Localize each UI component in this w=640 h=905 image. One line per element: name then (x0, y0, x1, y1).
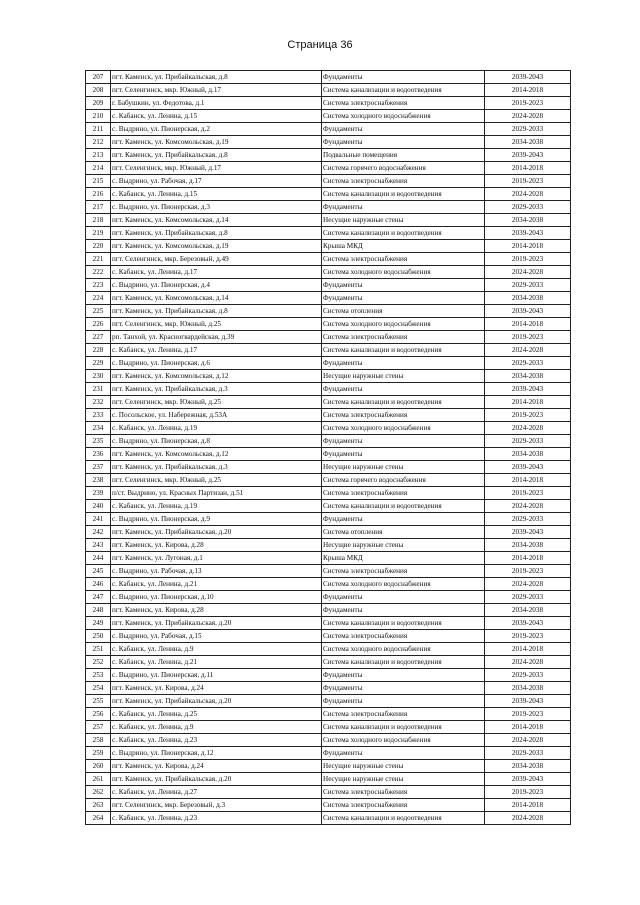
address-cell: пгт. Каменск, ул. Прибайкальская, д.20 (111, 617, 322, 630)
row-number: 222 (86, 266, 111, 279)
element-type-cell: Фундаменты (322, 136, 485, 149)
table-row (86, 695, 571, 708)
table-row (86, 123, 571, 136)
address-cell: с. Выдрино, ул. Рабочая, д.15 (111, 630, 322, 643)
table-row (86, 786, 571, 799)
period-cell: 2034-2038 (485, 539, 571, 552)
row-number: 237 (86, 461, 111, 474)
element-type-cell: Система канализации и водоотведения (322, 84, 485, 97)
element-type-cell: Система канализации и водоотведения (322, 396, 485, 409)
address-cell: пгт. Каменск, ул. Прибайкальская, д.20 (111, 695, 322, 708)
period-cell: 2014-2018 (485, 552, 571, 565)
element-type-cell: Несущие наружные стены (322, 461, 485, 474)
address-cell: пгт. Каменск, ул. Кирова, д.28 (111, 539, 322, 552)
element-type-cell: Система электроснабжения (322, 97, 485, 110)
address-cell: с. Выдрино, ул. Пионерская, д.3 (111, 201, 322, 214)
table-row (86, 812, 571, 825)
period-cell: 2024-2028 (485, 266, 571, 279)
row-number: 238 (86, 474, 111, 487)
table-row (86, 617, 571, 630)
element-type-cell: Фундаменты (322, 123, 485, 136)
table-row (86, 474, 571, 487)
row-number: 250 (86, 630, 111, 643)
row-number: 255 (86, 695, 111, 708)
row-number: 235 (86, 435, 111, 448)
row-number: 243 (86, 539, 111, 552)
address-cell: пгт. Каменск, ул. Прибайкальская, д.8 (111, 71, 322, 84)
address-cell: пгт. Каменск, ул. Комсомольская, д.14 (111, 214, 322, 227)
period-cell: 2034-2038 (485, 448, 571, 461)
period-cell: 2029-2033 (485, 123, 571, 136)
address-cell: с. Выдрино, ул. Пионерская, д.12 (111, 747, 322, 760)
address-cell: пгт. Селенгинск, мкр. Южный, д.17 (111, 84, 322, 97)
table-row (86, 526, 571, 539)
row-number: 224 (86, 292, 111, 305)
period-cell: 2029-2033 (485, 201, 571, 214)
table-row (86, 370, 571, 383)
element-type-cell: Фундаменты (322, 71, 485, 84)
table-row (86, 318, 571, 331)
table-row (86, 708, 571, 721)
address-cell: пгт. Селенгинск, мкр. Южный, д.25 (111, 396, 322, 409)
table-row (86, 513, 571, 526)
address-cell: пгт. Селенгинск, мкр. Березовый, д.49 (111, 253, 322, 266)
table-row (86, 292, 571, 305)
address-cell: с. Выдрино, ул. Пионерская, д.4 (111, 279, 322, 292)
row-number: 261 (86, 773, 111, 786)
element-type-cell: Система канализации и водоотведения (322, 812, 485, 825)
period-cell: 2039-2043 (485, 149, 571, 162)
period-cell: 2039-2043 (485, 773, 571, 786)
element-type-cell: Фундаменты (322, 279, 485, 292)
row-number: 215 (86, 175, 111, 188)
period-cell: 2029-2033 (485, 357, 571, 370)
address-cell: с. Кабанск, ул. Ленина, д.17 (111, 266, 322, 279)
element-type-cell: Подвальные помещения (322, 149, 485, 162)
element-type-cell: Фундаменты (322, 292, 485, 305)
period-cell: 2034-2038 (485, 604, 571, 617)
address-cell: с. Кабанск, ул. Ленина, д.27 (111, 786, 322, 799)
address-cell: пгт. Каменск, ул. Кирова, д.24 (111, 760, 322, 773)
address-cell: с. Кабанск, ул. Ленина, д.9 (111, 721, 322, 734)
period-cell: 2024-2028 (485, 344, 571, 357)
element-type-cell: Фундаменты (322, 201, 485, 214)
period-cell: 2034-2038 (485, 370, 571, 383)
period-cell: 2024-2028 (485, 188, 571, 201)
table-row (86, 682, 571, 695)
row-number: 227 (86, 331, 111, 344)
address-cell: с. Выдрино, ул. Рабочая, д.17 (111, 175, 322, 188)
period-cell: 2024-2028 (485, 734, 571, 747)
period-cell: 2039-2043 (485, 383, 571, 396)
row-number: 209 (86, 97, 111, 110)
address-cell: пгт. Каменск, ул. Комсомольская, д.14 (111, 292, 322, 305)
address-cell: пгт. Каменск, ул. Прибайкальская, д.8 (111, 305, 322, 318)
row-number: 248 (86, 604, 111, 617)
element-type-cell: Фундаменты (322, 695, 485, 708)
table-row (86, 227, 571, 240)
period-cell: 2039-2043 (485, 71, 571, 84)
period-cell: 2014-2018 (485, 318, 571, 331)
element-type-cell: Система электроснабжения (322, 175, 485, 188)
row-number: 254 (86, 682, 111, 695)
table-row (86, 253, 571, 266)
table-row (86, 136, 571, 149)
row-number: 223 (86, 279, 111, 292)
table-row (86, 487, 571, 500)
address-cell: с. Кабанск, ул. Ленина, д.15 (111, 110, 322, 123)
table-row (86, 552, 571, 565)
table-row (86, 500, 571, 513)
address-cell: с. Кабанск, ул. Ленина, д.17 (111, 344, 322, 357)
period-cell: 2034-2038 (485, 214, 571, 227)
period-cell: 2014-2018 (485, 721, 571, 734)
element-type-cell: Система отопления (322, 305, 485, 318)
period-cell: 2039-2043 (485, 695, 571, 708)
period-cell: 2039-2043 (485, 526, 571, 539)
row-number: 262 (86, 786, 111, 799)
table-row (86, 162, 571, 175)
table-row (86, 435, 571, 448)
table-row (86, 747, 571, 760)
address-cell: с. Выдрино, ул. Пионерская, д.2 (111, 123, 322, 136)
element-type-cell: Фундаменты (322, 448, 485, 461)
address-cell: пгт. Каменск, ул. Комсомольская, д.19 (111, 240, 322, 253)
table-row (86, 305, 571, 318)
row-number: 239 (86, 487, 111, 500)
period-cell: 2019-2023 (485, 409, 571, 422)
row-number: 229 (86, 357, 111, 370)
period-cell: 2034-2038 (485, 292, 571, 305)
table-row (86, 266, 571, 279)
address-cell: с. Кабанск, ул. Ленина, д.9 (111, 643, 322, 656)
element-type-cell: Крыша МКД (322, 240, 485, 253)
address-cell: с. Выдрино, ул. Пионерская, д.10 (111, 591, 322, 604)
address-cell: с. Кабанск, ул. Ленина, д.19 (111, 422, 322, 435)
table-row (86, 409, 571, 422)
address-cell: пгт. Каменск, ул. Прибайкальская, д.3 (111, 383, 322, 396)
element-type-cell: Система канализации и водоотведения (322, 617, 485, 630)
element-type-cell: Несущие наружные стены (322, 539, 485, 552)
row-number: 217 (86, 201, 111, 214)
address-cell: с. Кабанск, ул. Ленина, д.23 (111, 734, 322, 747)
row-number: 253 (86, 669, 111, 682)
row-number: 260 (86, 760, 111, 773)
period-cell: 2024-2028 (485, 110, 571, 123)
period-cell: 2029-2033 (485, 513, 571, 526)
element-type-cell: Система электроснабжения (322, 708, 485, 721)
table-row (86, 331, 571, 344)
row-number: 207 (86, 71, 111, 84)
element-type-cell: Система холодного водоснабжения (322, 734, 485, 747)
row-number: 264 (86, 812, 111, 825)
element-type-cell: Система холодного водоснабжения (322, 578, 485, 591)
period-cell: 2024-2028 (485, 812, 571, 825)
address-cell: с. Кабанск, ул. Ленина, д.21 (111, 656, 322, 669)
row-number: 214 (86, 162, 111, 175)
row-number: 257 (86, 721, 111, 734)
row-number: 210 (86, 110, 111, 123)
address-cell: пгт. Каменск, ул. Лугоная, д.1 (111, 552, 322, 565)
table-row (86, 604, 571, 617)
row-number: 245 (86, 565, 111, 578)
period-cell: 2024-2028 (485, 500, 571, 513)
address-cell: с. Выдрино, ул. Пионерская, д.6 (111, 357, 322, 370)
table-row (86, 97, 571, 110)
table-row (86, 214, 571, 227)
period-cell: 2029-2033 (485, 747, 571, 760)
element-type-cell: Система электроснабжения (322, 565, 485, 578)
element-type-cell: Система электроснабжения (322, 253, 485, 266)
address-cell: пгт. Каменск, ул. Прибайкальская, д.8 (111, 227, 322, 240)
element-type-cell: Система электроснабжения (322, 487, 485, 500)
period-cell: 2039-2043 (485, 305, 571, 318)
row-number: 231 (86, 383, 111, 396)
element-type-cell: Несущие наружные стены (322, 370, 485, 383)
address-cell: с. Выдрино, ул. Пионерская, д.11 (111, 669, 322, 682)
element-type-cell: Система канализации и водоотведения (322, 656, 485, 669)
period-cell: 2019-2023 (485, 708, 571, 721)
address-cell: пгт. Каменск, ул. Прибайкальская, д.20 (111, 526, 322, 539)
address-cell: пгт. Каменск, ул. Прибайкальская, д.20 (111, 773, 322, 786)
table-row (86, 799, 571, 812)
element-type-cell: Система электроснабжения (322, 786, 485, 799)
element-type-cell: Система электроснабжения (322, 799, 485, 812)
address-cell: с. Кабанск, ул. Ленина, д.21 (111, 578, 322, 591)
period-cell: 2019-2023 (485, 487, 571, 500)
period-cell: 2029-2033 (485, 591, 571, 604)
period-cell: 2039-2043 (485, 227, 571, 240)
table-row (86, 383, 571, 396)
table-row (86, 578, 571, 591)
row-number: 226 (86, 318, 111, 331)
element-type-cell: Крыша МКД (322, 552, 485, 565)
address-cell: пгт. Каменск, ул. Комсомольская, д.19 (111, 136, 322, 149)
row-number: 234 (86, 422, 111, 435)
address-cell: пгт. Селенгинск, мкр. Южный, д.17 (111, 162, 322, 175)
address-cell: пгт. Селенгинск, мкр. Березовый, д.3 (111, 799, 322, 812)
table-row (86, 760, 571, 773)
element-type-cell: Фундаменты (322, 669, 485, 682)
row-number: 220 (86, 240, 111, 253)
table-row (86, 422, 571, 435)
row-number: 244 (86, 552, 111, 565)
period-cell: 2014-2018 (485, 643, 571, 656)
row-number: 258 (86, 734, 111, 747)
table-row (86, 344, 571, 357)
table-row (86, 201, 571, 214)
row-number: 211 (86, 123, 111, 136)
table-row (86, 643, 571, 656)
element-type-cell: Система холодного водоснабжения (322, 110, 485, 123)
row-number: 242 (86, 526, 111, 539)
period-cell: 2014-2018 (485, 396, 571, 409)
row-number: 249 (86, 617, 111, 630)
row-number: 263 (86, 799, 111, 812)
period-cell: 2019-2023 (485, 630, 571, 643)
page-title: Страница 36 (287, 39, 353, 51)
address-cell: г. Бабушкин, ул. Федотова, д.1 (111, 97, 322, 110)
address-cell: с. Выдрино, ул. Рабочая, д.13 (111, 565, 322, 578)
table-row (86, 357, 571, 370)
period-cell: 2019-2023 (485, 97, 571, 110)
address-cell: рп. Танхой, ул. Красногвардейская, д.39 (111, 331, 322, 344)
table-row (86, 84, 571, 97)
row-number: 259 (86, 747, 111, 760)
row-number: 236 (86, 448, 111, 461)
element-type-cell: Фундаменты (322, 383, 485, 396)
period-cell: 2039-2043 (485, 461, 571, 474)
table-row (86, 565, 571, 578)
period-cell: 2019-2023 (485, 565, 571, 578)
period-cell: 2024-2028 (485, 422, 571, 435)
table-row (86, 448, 571, 461)
row-number: 228 (86, 344, 111, 357)
row-number: 233 (86, 409, 111, 422)
period-cell: 2014-2018 (485, 240, 571, 253)
period-cell: 2039-2043 (485, 617, 571, 630)
element-type-cell: Несущие наружные стены (322, 773, 485, 786)
table-row (86, 591, 571, 604)
element-type-cell: Система канализации и водоотведения (322, 227, 485, 240)
period-cell: 2034-2038 (485, 682, 571, 695)
row-number: 208 (86, 84, 111, 97)
period-cell: 2019-2023 (485, 253, 571, 266)
row-number: 221 (86, 253, 111, 266)
address-cell: пгт. Каменск, ул. Кирова, д.28 (111, 604, 322, 617)
address-cell: пгт. Каменск, ул. Комсомольская, д.12 (111, 448, 322, 461)
row-number: 218 (86, 214, 111, 227)
period-cell: 2029-2033 (485, 435, 571, 448)
element-type-cell: Фундаменты (322, 604, 485, 617)
table-row (86, 773, 571, 786)
period-cell: 2019-2023 (485, 175, 571, 188)
row-number: 241 (86, 513, 111, 526)
element-type-cell: Фундаменты (322, 591, 485, 604)
element-type-cell: Система канализации и водоотведения (322, 721, 485, 734)
element-type-cell: Фундаменты (322, 682, 485, 695)
period-cell: 2024-2028 (485, 656, 571, 669)
element-type-cell: Система холодного водоснабжения (322, 422, 485, 435)
element-type-cell: Система горячего водоснабжения (322, 162, 485, 175)
row-number: 225 (86, 305, 111, 318)
address-cell: с. Посольское, ул. Набережная, д.53А (111, 409, 322, 422)
table-row (86, 188, 571, 201)
table-row (86, 396, 571, 409)
row-number: 219 (86, 227, 111, 240)
period-cell: 2014-2018 (485, 162, 571, 175)
table-row (86, 669, 571, 682)
element-type-cell: Система канализации и водоотведения (322, 500, 485, 513)
address-cell: с. Кабанск, ул. Ленина, д.15 (111, 188, 322, 201)
repair-schedule-table (85, 70, 571, 825)
table-body (86, 71, 571, 825)
row-number: 230 (86, 370, 111, 383)
element-type-cell: Система электроснабжения (322, 331, 485, 344)
row-number: 247 (86, 591, 111, 604)
table-row (86, 721, 571, 734)
element-type-cell: Фундаменты (322, 513, 485, 526)
element-type-cell: Система холодного водоснабжения (322, 318, 485, 331)
element-type-cell: Система электроснабжения (322, 630, 485, 643)
element-type-cell: Система канализации и водоотведения (322, 344, 485, 357)
table-row (86, 149, 571, 162)
element-type-cell: Фундаменты (322, 357, 485, 370)
table-row (86, 630, 571, 643)
row-number: 212 (86, 136, 111, 149)
element-type-cell: Система горячего водоснабжения (322, 474, 485, 487)
table-row (86, 461, 571, 474)
address-cell: пгт. Каменск, ул. Прибайкальская, д.8 (111, 149, 322, 162)
row-number: 256 (86, 708, 111, 721)
row-number: 251 (86, 643, 111, 656)
address-cell: с. Выдрино, ул. Пионерская, д.9 (111, 513, 322, 526)
table-row (86, 71, 571, 84)
row-number: 213 (86, 149, 111, 162)
period-cell: 2014-2018 (485, 799, 571, 812)
address-cell: п/ст. Выдрино, ул. Красных Партизан, д.51 (111, 487, 322, 500)
table-row (86, 175, 571, 188)
address-cell: пгт. Селенгинск, мкр. Южный, д.25 (111, 318, 322, 331)
table-row (86, 656, 571, 669)
address-cell: с. Выдрино, ул. Пионерская, д.8 (111, 435, 322, 448)
address-cell: с. Кабанск, ул. Ленина, д.23 (111, 812, 322, 825)
table-row (86, 734, 571, 747)
table-row (86, 539, 571, 552)
table-row (86, 240, 571, 253)
element-type-cell: Фундаменты (322, 435, 485, 448)
table-row (86, 279, 571, 292)
element-type-cell: Система электроснабжения (322, 409, 485, 422)
element-type-cell: Несущие наружные стены (322, 214, 485, 227)
element-type-cell: Система холодного водоснабжения (322, 643, 485, 656)
row-number: 216 (86, 188, 111, 201)
element-type-cell: Система канализации и водоотведения (322, 188, 485, 201)
element-type-cell: Система холодного водоснабжения (322, 266, 485, 279)
row-number: 240 (86, 500, 111, 513)
period-cell: 2029-2033 (485, 279, 571, 292)
period-cell: 2029-2033 (485, 669, 571, 682)
period-cell: 2034-2038 (485, 136, 571, 149)
table-row (86, 110, 571, 123)
address-cell: пгт. Каменск, ул. Комсомольская, д.12 (111, 370, 322, 383)
address-cell: с. Кабанск, ул. Ленина, д.25 (111, 708, 322, 721)
period-cell: 2019-2023 (485, 331, 571, 344)
row-number: 252 (86, 656, 111, 669)
address-cell: пгт. Селенгинск, мкр. Южный, д.25 (111, 474, 322, 487)
row-number: 232 (86, 396, 111, 409)
period-cell: 2014-2018 (485, 474, 571, 487)
element-type-cell: Несущие наружные стены (322, 760, 485, 773)
period-cell: 2019-2023 (485, 786, 571, 799)
element-type-cell: Фундаменты (322, 747, 485, 760)
element-type-cell: Система отопления (322, 526, 485, 539)
row-number: 246 (86, 578, 111, 591)
period-cell: 2034-2038 (485, 760, 571, 773)
address-cell: с. Кабанск, ул. Ленина, д.19 (111, 500, 322, 513)
period-cell: 2014-2018 (485, 84, 571, 97)
address-cell: пгт. Каменск, ул. Кирова, д.24 (111, 682, 322, 695)
period-cell: 2024-2028 (485, 578, 571, 591)
address-cell: пгт. Каменск, ул. Прибайкальская, д.3 (111, 461, 322, 474)
